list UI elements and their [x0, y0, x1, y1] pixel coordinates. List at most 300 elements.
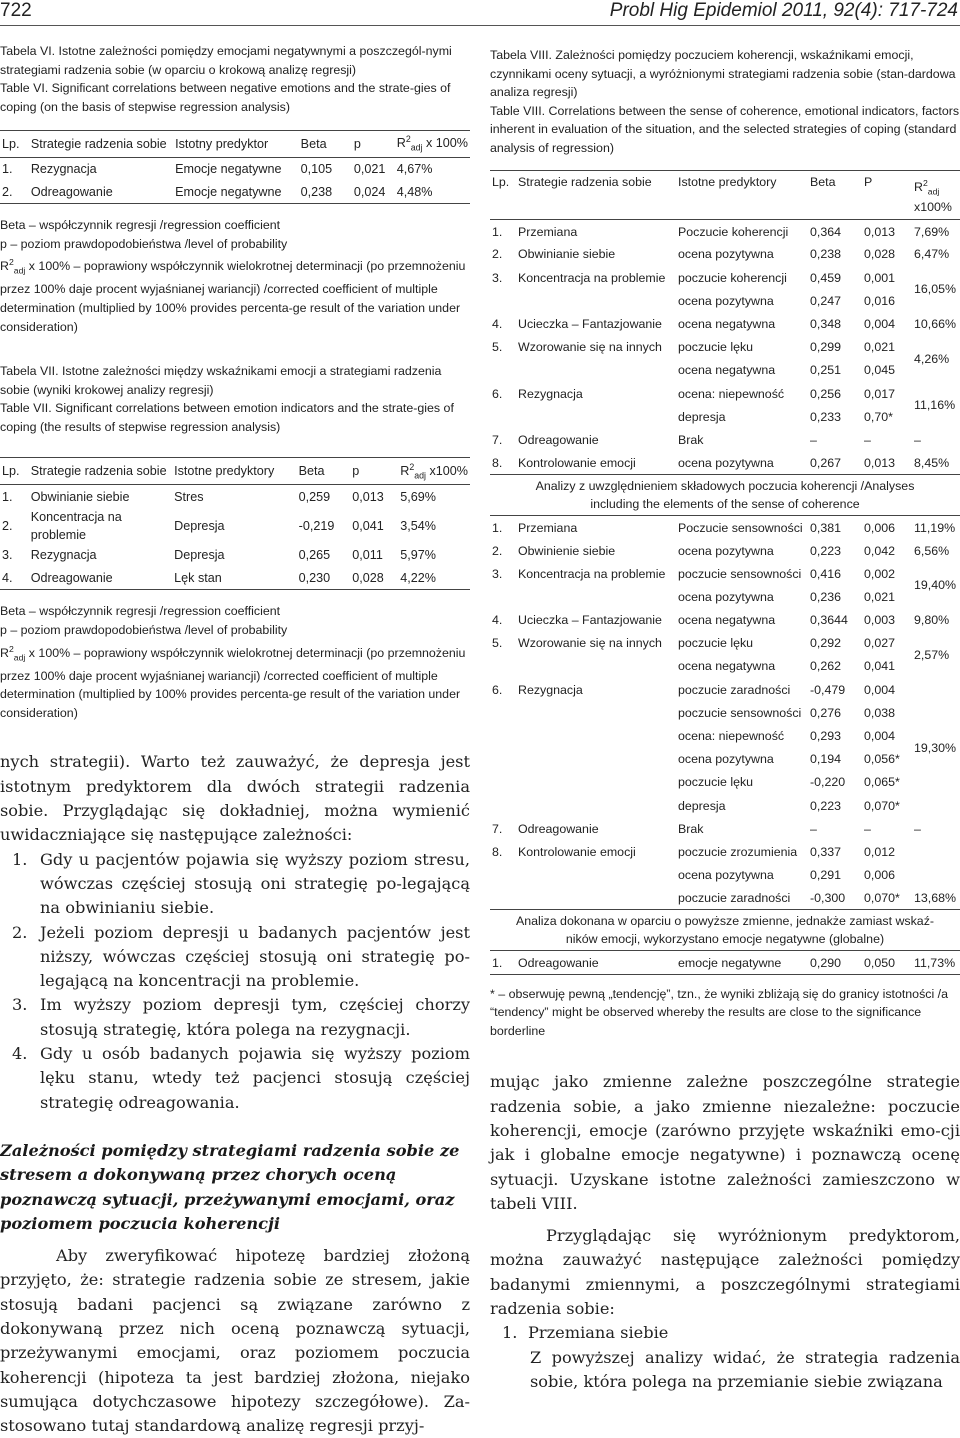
cell-p: 0,006 [864, 868, 896, 883]
cell-p: 0,004 [864, 682, 896, 697]
cell-p: 0,041 [864, 659, 896, 674]
list-item-text: Gdy u osób badanych pojawia się wyższy poziom lęku stanu, wtedy też pacjenci stosują częściej strategię odreagowania. [40, 1044, 470, 1112]
cell-lp: 2. [2, 184, 13, 199]
cell-p: 0,013 [864, 224, 896, 239]
cell-lp: 7. [492, 432, 503, 447]
table6-body [0, 158, 470, 204]
cell-lp: 2. [2, 518, 13, 533]
cell-p: 0,016 [864, 293, 896, 308]
table8-header [490, 170, 960, 220]
list-item [12, 848, 470, 921]
cell-p: 0,013 [352, 489, 384, 504]
table6-caption-pl: Tabela VI. Istotne zależności pomiędzy emocjami negatywnymi a poszczegól-nymi strategiami radzenia sobie (w oparciu o krokową analizę regresji) [0, 44, 452, 77]
table7 [0, 457, 470, 591]
right-column [490, 46, 960, 1394]
cell-predictor: ocena pozytywna [678, 543, 774, 558]
section-title: Zależności pomiędzy strategiami radzenia sobie ze stresem a dokonywaną przez chorych oceną poznawczą sytuacji, przeżywanymi emocjami, oraz poziomem poczucia koherencji [0, 1140, 460, 1233]
cell-beta: 0,194 [810, 752, 842, 767]
page-number: 722 [0, 0, 32, 21]
cell-lp: 3. [492, 566, 503, 581]
cell-lp: 4. [2, 571, 13, 586]
table-row [490, 382, 960, 405]
cell-lp: 4. [492, 613, 503, 628]
cell-beta: -0,220 [810, 775, 846, 790]
col-p: p [352, 463, 360, 478]
findings-list [12, 848, 470, 1115]
table7-body [0, 485, 470, 590]
cell-predictor: Depresja [174, 518, 225, 533]
cell-p: 0,004 [864, 729, 896, 743]
cell-beta: 0,348 [810, 317, 842, 331]
cell-lp [490, 864, 516, 887]
cell-lp: 1. [2, 489, 13, 504]
right-list-item: 1. Przemiana siebie [502, 1323, 669, 1343]
table-row [0, 181, 470, 204]
cell-p: 0,013 [864, 455, 896, 470]
table8 [490, 170, 960, 975]
col-strategy: Strategie radzenia sobie [518, 174, 652, 189]
cell-p: 0,070* [864, 891, 900, 906]
cell-strategy: Kontrolowanie emocji [518, 844, 636, 859]
cell-predictor: depresja [678, 798, 726, 813]
cell-beta: 0,293 [810, 729, 842, 743]
col-r2: $R^2_{adj}$ x100% [914, 177, 952, 215]
cell-beta: 0,3644 [810, 613, 848, 628]
cell-beta: 0,259 [298, 489, 331, 504]
cell-lp: 1. [2, 162, 13, 177]
cell-lp [490, 701, 516, 724]
cell-predictor: poczucie zaradności [678, 891, 791, 906]
cell-predictor: Lęk stan [174, 571, 222, 586]
cell-lp [490, 289, 516, 312]
cell-beta: 0,105 [300, 162, 333, 177]
cell-beta: 0,223 [810, 543, 842, 558]
cell-lp: 3. [2, 548, 13, 563]
note-beta: Beta – współczynnik regresji /regression coefficient [0, 604, 281, 619]
cell-lp: 1. [492, 224, 503, 239]
cell-beta: 0,381 [810, 520, 842, 535]
cell-p: 0,006 [864, 520, 896, 535]
cell-r2: 3,54% [400, 518, 436, 533]
list-item-text: Im wyższy poziom depresji tym, częściej chorzy stosują strategię, która polega na rezygnacji. [40, 995, 470, 1039]
cell-beta: 0,265 [298, 548, 331, 563]
cell-r2: 4,26% [914, 351, 950, 366]
table-row [490, 817, 960, 840]
col-beta: Beta [298, 463, 325, 478]
header-rule [0, 25, 960, 26]
cell-lp: 2. [492, 247, 503, 262]
cell-beta: -0,300 [810, 891, 846, 906]
table6-header [0, 131, 470, 158]
cell-beta: – [810, 432, 817, 447]
table-row [490, 678, 960, 701]
table-row [490, 608, 960, 631]
cell-p: 0,028 [352, 571, 384, 586]
cell-r2: 16,05% [914, 282, 957, 297]
cell-beta: 0,262 [810, 659, 842, 674]
table-row [490, 887, 960, 910]
cell-predictor: Emocje negatywne [175, 162, 282, 177]
cell-p: 0,050 [864, 955, 896, 970]
table8-caption-en: Table VIII. Correlations between the sense of coherence, emotional indicators, factors inherent in evaluation of the situation, and the selected strategies of coping (standard analysis of regression) [490, 103, 960, 155]
cell-strategy: Wzorowanie się na innych [518, 636, 662, 651]
table-row [490, 840, 960, 863]
left-column [0, 42, 470, 1438]
table8-caption-pl: Tabela VIII. Zależności pomiędzy poczuciem koherencji, wskaźnikami emocji, czynnikami oceny sytuacji, a wyróżnionymi strategiami radzenia sobie (stan-dardowa analiza regresji) [490, 48, 956, 100]
table7-notes [0, 602, 470, 722]
cell-beta: 0,364 [810, 224, 842, 239]
table6-caption-en: Table VI. Significant correlations between negative emotions and the strate-gies of coping (on the basis of stepwise regression analysis) [0, 81, 451, 114]
cell-p: 0,012 [864, 844, 896, 859]
journal-citation: Probl Hig Epidemiol 2011, 92(4): 717-724 [609, 0, 958, 21]
table-row [490, 632, 960, 655]
col-predictor: Istotny predyktor [175, 136, 269, 151]
col-r2: $R^2_{adj}$ x100% [400, 461, 468, 481]
cell-r2: 5,69% [400, 489, 436, 504]
cell-strategy [516, 887, 676, 910]
left-paragraph: Aby zweryfikować hipotezę bardziej złożoną przyjęto, że: strategie radzenia sobie ze stresem, jakie stosują badani pacjenci są związane zarówno z dokonywaną przez nich oceną poznawczą sytuacji, przeżywanymi emocjami, oraz poziomem poczucia koherencji (hipoteza ta jest bardziej złożona, niejako sumująca dotychczasowe hipotezy szczegółowe). Za-stosowano tutaj standardową analizę regresji przyj- [0, 1246, 470, 1436]
cell-strategy: Obwinianie siebie [518, 247, 616, 262]
cell-p: – [864, 821, 871, 836]
note-beta: Beta – współczynnik regresji /regression coefficient [0, 218, 281, 233]
col-lp: Lp. [2, 463, 20, 478]
cell-beta: – [810, 821, 817, 836]
cell-r2 [912, 840, 960, 863]
cell-lp: 6. [492, 386, 503, 401]
cell-r2: 4,22% [400, 571, 436, 586]
table-row [490, 220, 960, 243]
cell-beta: 0,251 [810, 363, 842, 378]
cell-p: 0,027 [864, 636, 896, 651]
cell-strategy [516, 359, 676, 382]
cell-r2: 10,66% [914, 317, 957, 331]
col-strategy: Strategie radzenia sobie [30, 136, 167, 151]
list-item-text: Gdy u pacjentów pojawia się wyższy poziom stresu, wówczas częściej stosują oni strategię po-legającą na obwinianiu siebie. [40, 849, 470, 918]
cell-p: 0,042 [864, 543, 896, 558]
right-list [490, 1321, 960, 1345]
cell-predictor: ocena pozytywna [678, 293, 774, 308]
table-row [490, 539, 960, 562]
table-row [490, 655, 960, 678]
table-row [490, 748, 960, 771]
col-predictor: Istotne predyktory [678, 174, 777, 189]
list-item-number: 3. [12, 995, 28, 1015]
right-body-text [490, 1070, 960, 1394]
cell-predictor: ocena pozytywna [678, 247, 774, 262]
note-r2: $R^2_{adj}$ x 100% – poprawiony współczynnik wielokrotnej determinacji (po przemnożeniu przez 100% daje procent wyjaśnianej wariancji) /corrected coefficient of multiple determination (multiplied by 100% provides percenta-ge result of the variation under consideration) [0, 643, 466, 720]
cell-p: 0,038 [864, 705, 896, 720]
table-row [490, 243, 960, 266]
cell-p: 0,056* [864, 752, 900, 767]
cell-r2: – [914, 821, 921, 836]
col-lp: Lp. [2, 136, 20, 151]
cell-beta: 0,247 [810, 293, 842, 308]
table-row [0, 567, 470, 590]
cell-p: 0,001 [864, 270, 896, 285]
left-intro: nych strategii). Warto też zauważyć, że depresja jest istotnym predyktorem dla dwóch strategii radzenia sobie. Przyglądając się dokładniej, można wymienić uwidaczniające się następujące zależności: [0, 752, 470, 845]
cell-lp [490, 359, 516, 382]
cell-strategy: Koncentracja na problemie [30, 509, 122, 542]
list-item-text: Jeżeli poziom depresji u badanych pacjentów jest niższy, wówczas częściej stosują oni strategię po-legającą na koncentracji na problemie. [40, 922, 470, 991]
note-p: p – poziom prawdopodobieństwa /level of probability [0, 236, 288, 251]
cell-lp: 8. [492, 455, 503, 470]
section-title-cell: Analizy z uwzględnieniem składowych poczucia koherencji /Analyses including the elements of the sense of coherence [490, 475, 960, 516]
table-row [490, 516, 960, 539]
cell-lp: 6. [492, 682, 503, 697]
cell-strategy [516, 655, 676, 678]
cell-strategy: Odreagowanie [518, 955, 599, 970]
table7-caption-en: Table VII. Significant correlations between emotion indicators and the strate-gies of coping (the results of stepwise regression analysis) [0, 401, 454, 435]
cell-r2: 19,30% [914, 740, 957, 755]
cell-lp: 3. [492, 270, 503, 285]
table-row [490, 289, 960, 312]
cell-beta: 0,459 [810, 270, 842, 285]
cell-r2: 19,40% [914, 578, 957, 593]
cell-p: 0,021 [864, 589, 896, 604]
cell-beta: 0,416 [810, 566, 842, 581]
col-p: p [353, 136, 361, 151]
list-item-number: 4. [12, 1044, 28, 1064]
col-strategy: Strategie radzenia sobie [30, 463, 167, 478]
cell-strategy: Przemiana [518, 520, 578, 535]
cell-strategy: Obwinienie siebie [518, 543, 616, 558]
cell-strategy: Odreagowanie [518, 821, 599, 836]
cell-predictor: poczucie lęku [678, 775, 754, 790]
cell-predictor: poczucie koherencji [678, 270, 787, 285]
cell-r2: 9,80% [914, 613, 950, 628]
col-beta: Beta [300, 136, 327, 151]
cell-strategy: Wzorowanie się na innych [518, 340, 662, 355]
cell-beta: 0,292 [810, 636, 842, 651]
cell-strategy: Odreagowanie [30, 571, 113, 586]
cell-predictor: emocje negatywne [678, 955, 782, 970]
cell-lp [490, 405, 516, 428]
right-intro: mując jako zmienne zależne poszczególne strategie radzenia sobie, a jako zmienne niezależne: poczucie koherencji, emocje (zarówno przyjęte wskaźniki emo-cji jak i globalne emocje negatywne) i poznawczą ocenę sytuacji. Uzyskane istotne zależności zamieszczono w tabeli VIII. [490, 1072, 960, 1213]
note-r2: $R^2_{adj}$ x 100% – poprawiony współczynnik wielokrotnej determinacji (po przemnożeniu przez 100% daje procent wyjaśnianej wariancji) /corrected coefficient of multiple determination (multiplied by 100% provides percenta-ge result of the variation under consideration) [0, 257, 466, 334]
cell-strategy: Rezygnacja [518, 386, 583, 401]
cell-strategy [516, 405, 676, 428]
cell-r2: 4,48% [396, 184, 433, 199]
table6-notes [0, 216, 470, 336]
cell-beta: 0,276 [810, 705, 842, 720]
cell-r2: 6,56% [914, 543, 950, 558]
cell-predictor: poczucie lęku [678, 636, 754, 651]
table-row [0, 508, 470, 544]
list-item [12, 921, 470, 994]
cell-beta: 0,337 [810, 844, 842, 859]
cell-p: 0,021 [353, 162, 386, 177]
cell-r2: 2,57% [914, 647, 950, 662]
cell-strategy: Rezygnacja [518, 682, 583, 697]
cell-strategy: Ucieczka – Fantazjowanie [518, 613, 662, 628]
table-row [0, 544, 470, 567]
cell-r2: 4,67% [396, 162, 433, 177]
cell-lp [490, 724, 516, 747]
cell-r2 [912, 864, 960, 887]
cell-predictor: ocena negatywna [678, 317, 776, 331]
cell-lp [490, 748, 516, 771]
cell-r2: – [914, 432, 921, 447]
cell-predictor: Emocje negatywne [175, 184, 282, 199]
cell-r2: 7,69% [914, 224, 950, 239]
cell-lp: 1. [492, 955, 503, 970]
cell-lp: 8. [492, 844, 503, 859]
table-row [490, 771, 960, 794]
list-item [12, 1042, 470, 1115]
cell-beta: 0,238 [810, 247, 842, 262]
table-row [490, 585, 960, 608]
cell-predictor: poczucie zrozumienia [678, 844, 798, 859]
col-lp: Lp. [492, 174, 510, 189]
cell-p: 0,004 [864, 317, 896, 331]
cell-lp: 2. [492, 543, 503, 558]
table8-body [490, 220, 960, 974]
cell-predictor: Brak [678, 821, 704, 836]
section-title-cell: Analiza dokonana w oparciu o powyższe zmienne, jednakże zamiast wskaź-ników emocji, wykorzystano emocje negatywne (globalne) [490, 910, 960, 951]
list-item [12, 993, 470, 1042]
table-row [490, 312, 960, 335]
cell-beta: 0,291 [810, 868, 842, 883]
cell-p: 0,011 [352, 548, 383, 563]
cell-r2: 8,45% [914, 455, 950, 470]
col-beta: Beta [810, 174, 836, 189]
cell-beta: 0,267 [810, 455, 842, 470]
cell-strategy: Rezygnacja [30, 162, 97, 177]
cell-strategy [516, 794, 676, 817]
cell-p: 0,003 [864, 613, 896, 628]
cell-lp [490, 655, 516, 678]
cell-predictor: Poczucie koherencji [678, 224, 789, 239]
cell-beta: -0,479 [810, 682, 846, 697]
cell-strategy: Kontrolowanie emocji [518, 455, 636, 470]
cell-lp [490, 887, 516, 910]
cell-p: 0,028 [864, 247, 896, 262]
cell-beta: -0,219 [298, 518, 335, 533]
cell-predictor: Brak [678, 432, 704, 447]
cell-p: 0,024 [353, 184, 386, 199]
list-item-number: 1. [12, 849, 28, 869]
table7-caption-pl: Tabela VII. Istotne zależności między wskaźnikami emocji a strategiami radzenia sobie (wyniki krokowej analizy regresji) [0, 364, 442, 397]
table7-header [0, 457, 470, 485]
right-paragraph: Przyglądając się wyróżnionym predyktorom, można zauważyć następujące zależności pomiędzy badanymi zmiennymi, a poszczególnymi strategiami radzenia sobie: [490, 1226, 960, 1319]
table-row [490, 452, 960, 475]
cell-strategy [516, 771, 676, 794]
list-item-number: 2. [12, 922, 28, 942]
cell-lp: 7. [492, 821, 503, 836]
cell-beta: 0,236 [810, 589, 842, 604]
table-section-title [490, 475, 960, 516]
cell-strategy [516, 289, 676, 312]
cell-strategy [516, 724, 676, 747]
cell-p: 0,065* [864, 775, 900, 790]
cell-predictor: depresja [678, 409, 726, 424]
note-p: p – poziom prawdopodobieństwa /level of probability [0, 622, 288, 637]
right-item-text: Z powyższej analizy widać, że strategia radzenia sobie, która polega na przemianie siebie związana [530, 1347, 960, 1391]
cell-predictor: ocena negatywna [678, 613, 776, 628]
cell-lp: 1. [492, 520, 503, 535]
cell-strategy: Koncentracja na problemie [518, 566, 666, 581]
cell-strategy: Obwinianie siebie [30, 489, 130, 504]
left-body-text [0, 750, 470, 1114]
cell-p: 0,041 [352, 518, 384, 533]
col-p: P [864, 174, 873, 189]
cell-predictor: poczucie sensowności [678, 566, 802, 581]
cell-predictor: ocena negatywna [678, 659, 776, 674]
table-row [490, 864, 960, 887]
cell-p: 0,017 [864, 386, 896, 401]
table-row [490, 336, 960, 359]
cell-predictor: ocena: niepewność [678, 386, 785, 401]
table-row [490, 405, 960, 428]
table-row [490, 701, 960, 724]
cell-beta: 0,290 [810, 955, 842, 970]
table-section-title [490, 910, 960, 951]
cell-beta: 0,299 [810, 340, 842, 355]
cell-predictor: Depresja [174, 548, 225, 563]
col-r2: $R^2_{adj}$ x 100% [396, 134, 468, 154]
cell-beta: 0,233 [810, 409, 842, 424]
cell-r2: 11,16% [914, 398, 956, 413]
page-header [0, 0, 960, 26]
cell-beta: 0,238 [300, 184, 333, 199]
cell-strategy: Ucieczka – Fantazjowanie [518, 317, 662, 331]
cell-p: – [864, 432, 871, 447]
cell-p: 0,070* [864, 798, 900, 813]
cell-predictor: Stres [174, 489, 204, 504]
cell-lp [490, 794, 516, 817]
cell-strategy [516, 585, 676, 608]
cell-predictor: ocena pozytywna [678, 589, 774, 604]
cell-r2: 6,47% [914, 247, 950, 262]
cell-beta: 0,256 [810, 386, 842, 401]
table-row [490, 794, 960, 817]
cell-strategy [516, 864, 676, 887]
cell-lp: 5. [492, 340, 503, 355]
cell-beta: 0,223 [810, 798, 842, 813]
cell-r2: 5,97% [400, 548, 436, 563]
cell-lp: 5. [492, 636, 503, 651]
table-row [0, 485, 470, 508]
table-row [490, 951, 960, 974]
cell-strategy: Rezygnacja [30, 548, 97, 563]
cell-p: 0,021 [864, 340, 896, 355]
cell-p: 0,002 [864, 566, 896, 581]
cell-strategy [516, 701, 676, 724]
cell-predictor: poczucie zaradności [678, 682, 791, 697]
cell-strategy: Przemiana [518, 224, 578, 239]
cell-strategy: Koncentracja na problemie [518, 270, 666, 285]
table-row [0, 158, 470, 181]
cell-p: 0,70* [864, 409, 893, 424]
table-row [490, 562, 960, 585]
cell-lp [490, 585, 516, 608]
cell-predictor: Poczucie sensowności [678, 520, 803, 535]
cell-lp [490, 771, 516, 794]
cell-predictor: poczucie lęku [678, 340, 754, 355]
cell-predictor: ocena pozytywna [678, 752, 774, 767]
table6 [0, 130, 470, 204]
table7-caption [0, 362, 470, 436]
table-row [490, 724, 960, 747]
cell-beta: 0,230 [298, 571, 331, 586]
cell-lp: 4. [492, 317, 503, 331]
table-row [490, 359, 960, 382]
table-row [490, 266, 960, 289]
cell-r2: 11,19% [914, 520, 956, 535]
cell-strategy [516, 748, 676, 771]
table-row [490, 428, 960, 451]
cell-p: 0,045 [864, 363, 896, 378]
